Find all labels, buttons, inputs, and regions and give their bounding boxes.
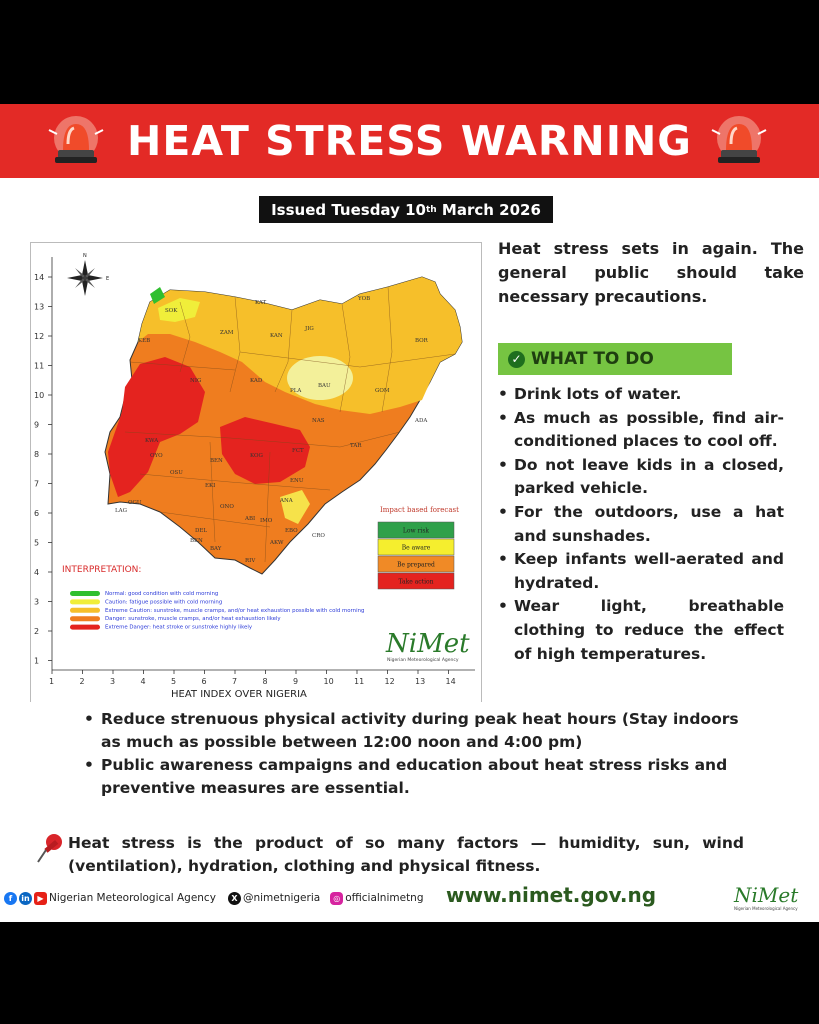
- y-tick-label: 3: [34, 597, 40, 607]
- list-item: • For the outdoors, use a hat and sunshades.: [498, 501, 784, 548]
- state-label: JIG: [305, 326, 314, 332]
- state-label: IMO: [260, 518, 273, 524]
- check-circle-icon: ✓: [508, 351, 525, 368]
- y-tick-label: 9: [34, 420, 40, 430]
- impact-label: Low risk: [402, 527, 430, 535]
- facebook-icon[interactable]: f: [4, 892, 17, 905]
- impact-label: Take action: [398, 578, 434, 586]
- state-label: BEN: [210, 458, 223, 464]
- x-handle[interactable]: @nimetnigeria: [242, 892, 321, 904]
- state-label: KEB: [138, 338, 151, 344]
- y-tick-label: 14: [34, 273, 45, 282]
- impact-label: Be aware: [401, 544, 431, 552]
- state-label: KAT: [255, 300, 267, 306]
- youtube-icon[interactable]: ▶: [34, 892, 47, 905]
- x-tick-label: 1: [49, 677, 55, 686]
- state-label: YOB: [358, 296, 371, 302]
- state-label: ABI: [245, 516, 256, 522]
- actions-list: [498, 383, 784, 666]
- list-item: • Drink lots of water.: [498, 383, 784, 407]
- state-label: FCT: [292, 448, 304, 454]
- state-label: CRO: [312, 533, 325, 539]
- legend-swatch: [70, 591, 100, 596]
- x-tick-label: 8: [262, 677, 268, 686]
- x-tick-label: 4: [140, 677, 146, 686]
- x-tick-label: 2: [79, 677, 85, 686]
- legend-swatch: [70, 608, 100, 613]
- x-tick-label: 5: [171, 677, 177, 686]
- x-tick-label: 7: [232, 677, 238, 686]
- state-label: ONO: [220, 504, 234, 510]
- factors-note: Heat stress is the product of so many factors — humidity, sun, wind (ventilation), hydration, clothing and physical fitness.: [68, 834, 744, 875]
- impact-label: Be prepared: [397, 561, 435, 569]
- y-tick-label: 13: [34, 302, 45, 312]
- instagram-icon[interactable]: ◎: [330, 892, 343, 905]
- x-tick-label: 10: [323, 677, 334, 686]
- warning-banner: [0, 104, 819, 178]
- x-tick-label: 3: [110, 677, 116, 686]
- issued-prefix: Issued Tuesday 10: [271, 200, 426, 219]
- state-label: ZAM: [220, 330, 234, 336]
- state-label: ADA: [415, 418, 428, 424]
- state-label: LAG: [115, 508, 128, 514]
- state-label: SOK: [165, 308, 178, 314]
- what-to-do-header: [498, 343, 732, 375]
- compass-east-label: E: [106, 276, 110, 282]
- state-label: NAS: [312, 418, 325, 424]
- compass-north-label: N: [83, 253, 87, 259]
- state-label: TAR: [350, 443, 362, 449]
- y-tick-label: 12: [34, 332, 45, 341]
- state-label: BAU: [318, 383, 331, 389]
- map-svg: [30, 242, 482, 702]
- state-label: AKW: [270, 540, 284, 546]
- state-label: KOG: [250, 453, 263, 459]
- list-item: • Public awareness campaigns and education about heat stress risks and preventive measures are essential.: [84, 754, 752, 800]
- legend-label: Caution: fatigue possible with cold morning: [105, 599, 223, 606]
- nimet-footer-logo: [730, 878, 800, 914]
- legend-label: Normal: good condition with cold morning: [105, 591, 219, 597]
- y-tick-label: 4: [34, 568, 40, 577]
- y-tick-label: 8: [34, 450, 40, 459]
- state-label: EBO: [285, 528, 298, 534]
- legend-swatch: [70, 599, 100, 604]
- what-to-do-title: WHAT TO DO: [531, 349, 654, 369]
- state-label: PLA: [290, 388, 302, 394]
- map-title: HEAT INDEX OVER NIGERIA: [171, 689, 307, 700]
- website-link[interactable]: www.nimet.gov.ng: [446, 883, 657, 907]
- state-label: KAD: [250, 378, 263, 384]
- state-label: OYO: [150, 453, 163, 459]
- state-label: RIV: [245, 558, 256, 564]
- list-item: • Wear light, breathable clothing to reduce the effect of high temperatures.: [498, 595, 784, 666]
- x-tick-label: 11: [354, 677, 365, 686]
- svg-text:Nigerian Meteorological Agency: Nigerian Meteorological Agency: [734, 906, 798, 911]
- list-item: • Reduce strenuous physical activity during peak heat hours (Stay indoors as much as possible between 12:00 noon and 4:00 pm): [84, 708, 752, 754]
- intro-text: Heat stress sets in again. The general public should take necessary precautions.: [498, 239, 804, 306]
- legend-swatch: [70, 616, 100, 621]
- y-tick-label: 6: [34, 509, 40, 518]
- agency-name: Nigerian Meteorological Agency: [49, 892, 216, 904]
- issued-sup: th: [425, 204, 437, 215]
- state-label: BAY: [210, 546, 222, 552]
- y-tick-label: 11: [34, 361, 45, 371]
- footer-socials: [4, 888, 424, 908]
- state-label: GOM: [375, 388, 390, 394]
- state-label: BEN: [190, 538, 203, 544]
- list-item: • As much as possible, find air-conditioned places to cool off.: [498, 407, 784, 454]
- legend-label: Extreme Caution: sunstroke, muscle cramps, and/or heat exhaustion possible with cold morning: [105, 607, 365, 614]
- state-label: NIG: [190, 378, 202, 384]
- state-label: BOR: [415, 338, 428, 344]
- state-label: OSU: [170, 470, 183, 476]
- impact-legend-title: Impact based forecast: [380, 506, 459, 514]
- list-item: • Keep infants well-aerated and hydrated.: [498, 548, 784, 595]
- x-tick-label: 13: [415, 677, 426, 686]
- y-tick-label: 5: [34, 538, 40, 548]
- list-item: • Do not leave kids in a closed, parked vehicle.: [498, 454, 784, 501]
- y-tick-label: 1: [34, 656, 40, 666]
- linkedin-icon[interactable]: in: [19, 892, 32, 905]
- legend-swatch: [70, 625, 100, 630]
- x-tick-label: 14: [445, 677, 456, 686]
- siren-icon: [708, 110, 770, 172]
- legend-label: Extreme Danger: heat stroke or sunstroke highly likely: [105, 624, 253, 631]
- interpretation-title: INTERPRETATION:: [62, 565, 142, 575]
- x-tick-label: 9: [293, 677, 299, 686]
- issued-suffix: March 2026: [436, 200, 541, 219]
- svg-text:NiMet: NiMet: [386, 629, 470, 659]
- state-label: ENU: [290, 478, 304, 484]
- svg-text:Nigerian Meteorological Agency: Nigerian Meteorological Agency: [387, 658, 459, 663]
- state-label: ANA: [280, 498, 293, 504]
- y-tick-label: 2: [34, 627, 40, 636]
- instagram-handle[interactable]: officialnimetng: [345, 892, 424, 904]
- heat-index-map: [30, 242, 482, 702]
- svg-text:NiMet: NiMet: [734, 883, 799, 907]
- x-tick-label: 12: [384, 677, 395, 686]
- nimet-map-logo: [385, 629, 470, 663]
- banner-title: HEAT STRESS WARNING: [127, 117, 692, 165]
- extra-actions-list: [84, 708, 752, 800]
- legend-label: Danger: sunstroke, muscle cramps, and/or heat exhaustion likely: [105, 616, 281, 623]
- x-icon[interactable]: X: [228, 892, 241, 905]
- state-label: EKI: [205, 483, 216, 489]
- x-tick-label: 6: [201, 677, 207, 686]
- siren-icon: [45, 110, 107, 172]
- state-label: KAN: [270, 333, 283, 339]
- state-label: KWA: [145, 438, 159, 444]
- state-label: DEL: [195, 528, 208, 534]
- issued-date-badge: [259, 196, 553, 223]
- y-tick-label: 10: [34, 391, 45, 400]
- y-tick-label: 7: [34, 479, 40, 489]
- state-label: OGU: [128, 500, 142, 506]
- pushpin-icon: [36, 832, 66, 866]
